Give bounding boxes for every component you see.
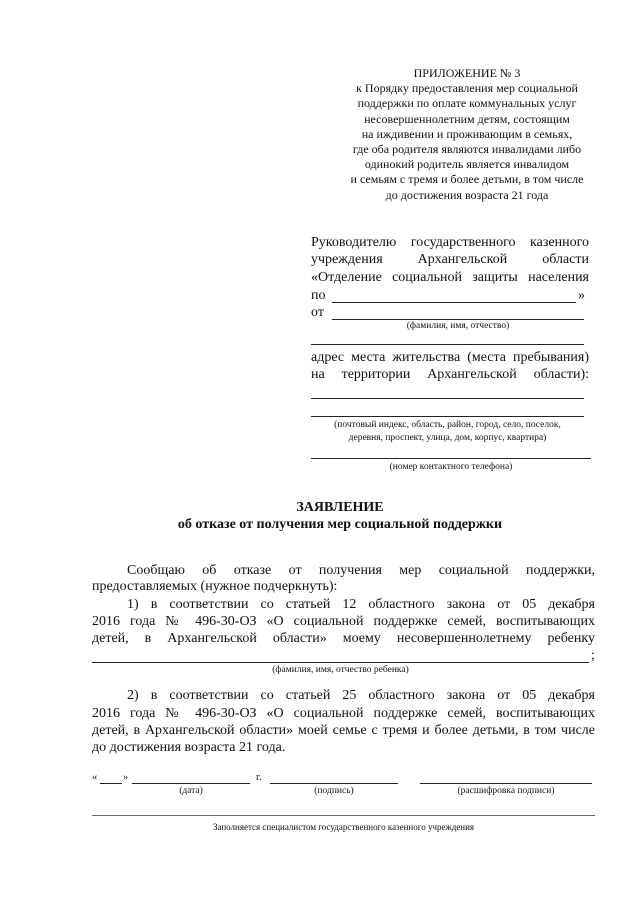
intro-text: Сообщаю об отказе от получения мер социальной поддержки, <box>127 563 595 578</box>
item2-text: до достижения возраста 21 года. <box>92 740 286 755</box>
phone-field[interactable] <box>311 458 591 459</box>
item2-text: 2) в соответствии со статьей 25 областного закона от 05 декабря <box>127 688 595 703</box>
address-caption: деревня, проспект, улица, дом, корпус, квартира) <box>348 433 547 443</box>
appendix-title: ПРИЛОЖЕНИЕ № 3 <box>413 66 521 80</box>
child-caption: (фамилия, имя, отчество ребенка) <box>272 665 409 675</box>
item1-semicolon: ; <box>591 648 595 663</box>
appendix-line: поддержки по оплате коммунальных услуг <box>357 96 577 111</box>
footer-note: Заполняется специалистом государственного казенного учреждения <box>212 822 475 832</box>
item2-text: 2016 года № 496-30-ОЗ «О социальной поддержке семей, воспитывающих <box>92 706 595 721</box>
statement-subtitle: об отказе от получения мер социальной поддержки <box>177 517 503 532</box>
signature-caption: (подпись) <box>314 786 354 796</box>
signature-decoding-field[interactable] <box>420 783 592 784</box>
item1-text: 1) в соответствии со статьей 12 областного закона от 05 декабря <box>127 597 595 612</box>
date-open-quote: « <box>92 772 98 783</box>
address-field-2[interactable] <box>311 416 584 417</box>
addressee-line: учреждения Архангельской области <box>311 252 589 267</box>
addressee-line: «Отделение социальной защиты населения <box>311 270 589 285</box>
address-caption: (почтовый индекс, область, район, город, село, поселок, <box>334 420 561 430</box>
address-label: адрес места жительства (места пребывания) <box>311 350 589 365</box>
appendix-line: и семьям с тремя и более детьми, в том числе <box>350 172 584 187</box>
item2-text: детей, в Архангельской области» моей семье с тремя и более детьми, в том числе <box>92 723 595 738</box>
address-label: на территории Архангельской области): <box>311 367 589 382</box>
item1-text: детей, в Архангельской области» моему несовершеннолетнему ребенку <box>92 631 595 646</box>
child-name-field[interactable] <box>92 662 589 663</box>
appendix-line: до достижения возраста 21 года <box>385 187 549 202</box>
appendix-block <box>322 66 612 203</box>
department-field[interactable] <box>332 302 576 303</box>
ot-label: от <box>311 305 324 320</box>
item1-text: 2016 года № 496-30-ОЗ «О социальной поддержке семей, воспитывающих <box>92 614 595 629</box>
date-close-quote: » <box>123 772 129 783</box>
appendix-line: где оба родителя являются инвалидами либо <box>352 142 582 157</box>
address-field[interactable] <box>311 398 584 399</box>
intro-text: предоставляемых (нужное подчеркнуть): <box>92 579 338 594</box>
name-caption: (фамилия, имя, отчество) <box>406 321 510 331</box>
addressee-line: Руководителю государственного казенного <box>311 235 589 250</box>
po-label: по <box>311 288 326 303</box>
day-field[interactable] <box>100 783 122 784</box>
year-suffix: г. <box>256 772 262 783</box>
appendix-line: несовершеннолетним детям, состоящим <box>364 111 570 126</box>
month-field[interactable] <box>132 783 250 784</box>
date-caption: (дата) <box>179 786 203 796</box>
footer-divider <box>92 815 595 816</box>
decoding-caption: (расшифровка подписи) <box>457 786 555 796</box>
statement-title: ЗАЯВЛЕНИЕ <box>296 500 384 515</box>
signature-field[interactable] <box>270 783 398 784</box>
appendix-line: одинокий родитель является инвалидом <box>364 157 570 172</box>
appendix-line: на иждивении и проживающим в семьях, <box>361 126 573 141</box>
appendix-line: к Порядку предоставления мер социальной <box>356 81 578 96</box>
po-close-quote: » <box>578 288 585 303</box>
phone-caption: (номер контактного телефона) <box>389 462 513 472</box>
applicant-name-field[interactable] <box>332 319 584 320</box>
applicant-name-field-2[interactable] <box>311 344 584 345</box>
